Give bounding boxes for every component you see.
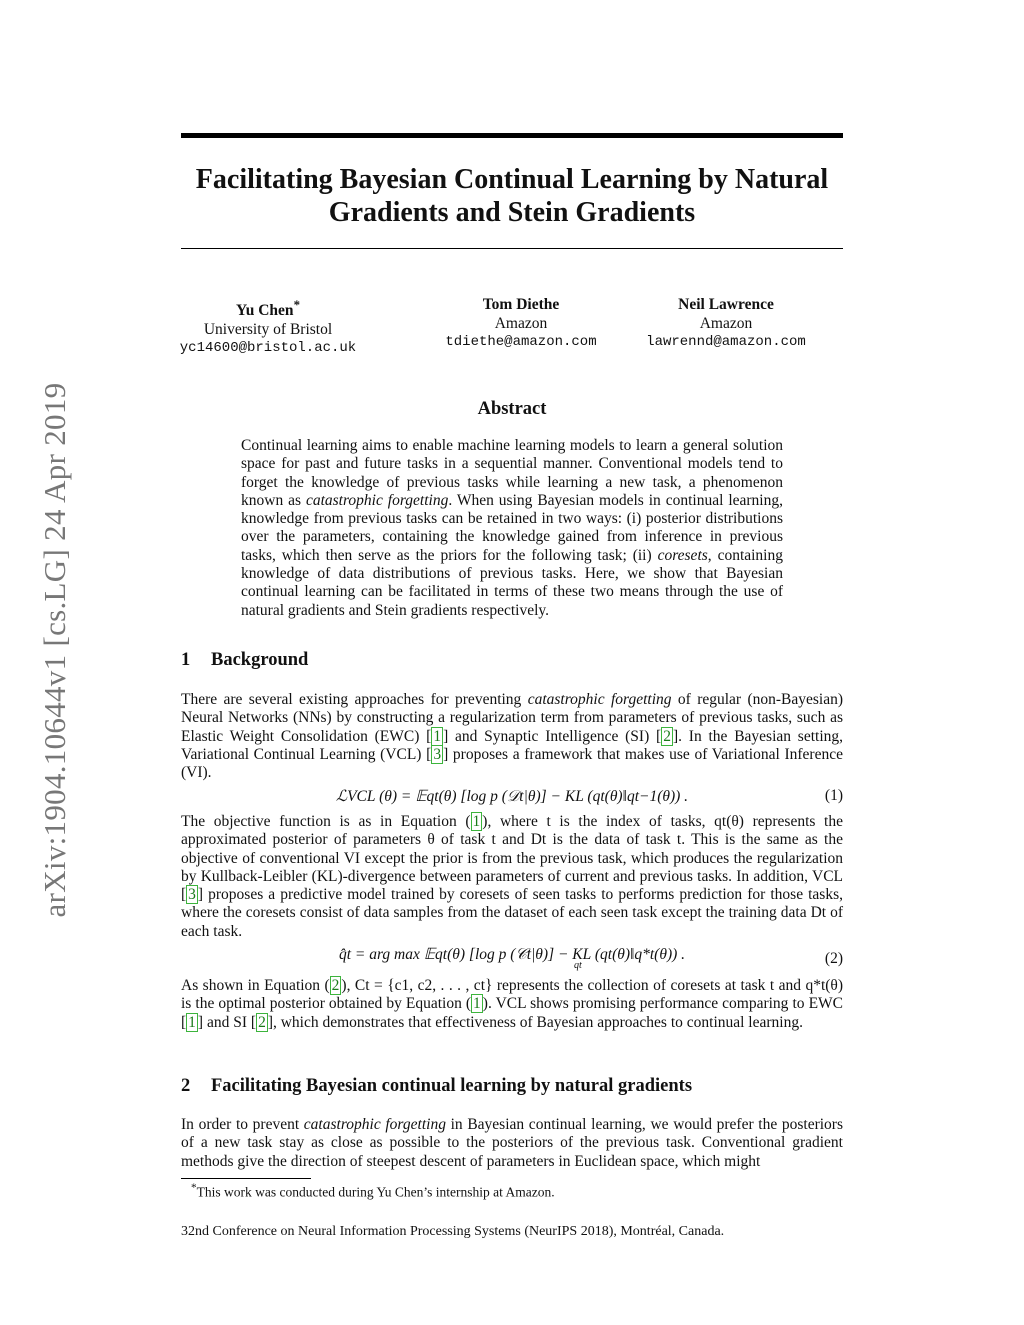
equation-expression: q̂t = arg max 𝔼qt(θ) [log p (𝒞t|θ)] − KL (qt(θ)‖q*t(θ)) .	[338, 946, 686, 963]
author-mark: *	[293, 297, 301, 312]
citation-link[interactable]: 2	[663, 727, 671, 745]
equation-subscript: qt	[574, 960, 582, 971]
citation-link[interactable]: 3	[433, 745, 442, 763]
author-affiliation: Amazon	[699, 315, 753, 332]
author-email: yc14600@bristol.ac.uk	[179, 340, 357, 357]
title-line-1: Facilitating Bayesian Continual Learning by Natural	[195, 164, 829, 195]
citation-link[interactable]: 1	[433, 727, 442, 745]
author-email: lawrennd@amazon.com	[646, 334, 806, 350]
author-name: Neil Lawrence	[678, 296, 774, 313]
abstract-heading: Abstract	[477, 399, 547, 419]
equation-number: (1)	[824, 787, 843, 804]
citation-link[interactable]: 2	[258, 1013, 266, 1031]
paper-title	[181, 163, 843, 229]
author-email: tdiethe@amazon.com	[445, 334, 597, 350]
author-3	[606, 295, 846, 352]
author-1	[148, 295, 388, 358]
section-1-paragraph-2: The objective function is as in Equation ( 1 ), where t is the index of tasks, qt(θ) represents the approximated posterior of parameters θ of task t and Dt is the data of task t. This is the same as the objective of conventional VI except the prior is from the previous task, which produces the regularization by Kullback-Leibler (KL)-divergence between parameters of current and previous tasks. In addition, VCL [ 3 ] proposes a predictive model trained by coresets of seen tasks to performs prediction for those tasks, where the coresets consist of data samples from the dataset of each seen task except the training data Dt of each task.	[181, 813, 843, 940]
equation-expression: ℒVCL (θ) = 𝔼qt(θ) [log p (𝒟t|θ)] − KL (qt(θ)‖qt−1(θ)) .	[335, 788, 689, 805]
citation-link[interactable]: 3	[188, 886, 196, 904]
abstract-emphasis: coresets	[657, 546, 708, 564]
equation-link[interactable]: 1	[472, 813, 481, 830]
footnote-mark: *	[191, 1182, 197, 1194]
footnote	[191, 1182, 555, 1201]
equation-link[interactable]: 2	[331, 977, 340, 994]
section-2-paragraph-1: In order to prevent catastrophic forgetting in Bayesian continual learning, we would prefer the posteriors of a new task stay as close as possible to the posteriors of the previous task. Conventional gradient methods give the direction of steepest descent of parameters in Euclidean space, which might	[181, 1116, 844, 1170]
section-1-paragraph-1: There are several existing approaches for preventing catastrophic forgetting of regular (non-Bayesian) Neural Networks (NNs) by constructing a regularization term from parameters of previous tasks, such as Elastic Weight Consolidation (EWC) [ 1 ] and Synaptic Intelligence (SI) [ 2 ]. In the Bayesian setting, Variational Continual Learning (VCL) [ 3 ] proposes a framework that makes use of Variational Inference (VI).	[181, 691, 844, 782]
author-2	[401, 295, 641, 352]
section-1-heading: 1 Background	[181, 650, 309, 670]
abstract-emphasis: catastrophic forgetting	[305, 491, 449, 509]
title-line-2: Gradients and Stein Gradients	[328, 197, 696, 228]
author-affiliation: Amazon	[494, 315, 548, 332]
conference-note: 32nd Conference on Neural Information Processing Systems (NeurIPS 2018), Montréal, Canada.	[181, 1224, 725, 1239]
author-affiliation: University of Bristol	[203, 321, 333, 339]
equation-link[interactable]: 1	[473, 995, 481, 1013]
section-2-heading: 2 Facilitating Bayesian continual learning by natural gradients	[181, 1076, 693, 1096]
equation-2	[181, 945, 843, 971]
footnote-text: This work was conducted during Yu Chen’s internship at Amazon.	[196, 1184, 555, 1200]
title-top-rule	[181, 133, 843, 138]
author-name: Yu Chen	[235, 302, 294, 320]
abstract-text: Continual learning aims to enable machine learning models to learn a general solution space for past and future tasks in a sequential manner. Conventional models tend to forget the knowledge of previous tasks while learning a new task, a phenomenon known as catastrophic forgetting. When using Bayesian models in continual learning, knowledge from previous tasks can be retained in two ways: (i) posterior distributions over the parameters, containing the knowledge gained from inference in previous tasks, which then serve as the priors for the following task; (ii) coresets, containing knowledge of data distributions of previous tasks. Here, we show that Bayesian continual learning can be facilitated in terms of these two means through the use of natural gradients and Stein gradients respectively.	[241, 437, 783, 619]
equation-1	[181, 787, 843, 807]
section-1-paragraph-3: As shown in Equation ( 2 ), Ct = {c1, c2, . . . , ct} represents the collection of coresets at task t and q*t(θ) is the optimal posterior obtained by Equation ( 1 ). VCL shows promising performance comparing to EWC [ 1 ] and SI [ 2 ], which demonstrates that effectiveness of Bayesian approaches to continual learning.	[181, 977, 843, 1031]
footnote-rule	[181, 1178, 311, 1179]
title-bottom-rule	[181, 248, 843, 249]
author-name: Tom Diethe	[482, 296, 560, 313]
arxiv-stamp: arXiv:1904.10644v1 [cs.LG] 24 Apr 2019	[37, 382, 72, 918]
citation-link[interactable]: 1	[188, 1013, 196, 1031]
equation-number: (2)	[824, 950, 843, 967]
